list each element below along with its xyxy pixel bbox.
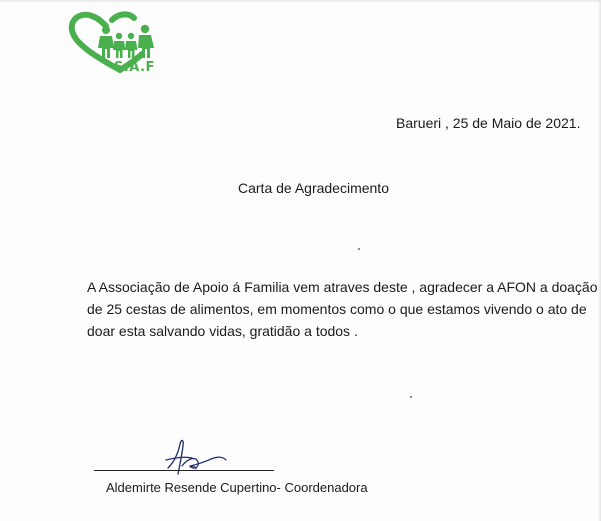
- body-line: doar esta salvando vidas, gratidão a todos .: [87, 323, 358, 339]
- signature-line: [94, 470, 274, 471]
- signature-icon: [160, 436, 240, 478]
- letter-title: Carta de Agradecimento: [238, 180, 389, 196]
- body-line: A Associação de Apoio á Familia vem atraves deste , agradecer a AFON a doação: [87, 279, 598, 295]
- scan-speck: [358, 248, 360, 250]
- scan-edge: [0, 0, 601, 3]
- signatory-name: Aldemirte Resende Cupertino- Coordenadora: [106, 480, 368, 495]
- letter-date: Barueri , 25 de Maio de 2021.: [396, 115, 581, 131]
- scan-speck: [410, 396, 412, 398]
- logo-text: S.A.F: [114, 60, 155, 75]
- saf-logo: [68, 10, 166, 78]
- body-line: de 25 cestas de alimentos, em momentos como o que estamos vivendo o ato de: [87, 301, 587, 317]
- letter-body: [87, 276, 598, 342]
